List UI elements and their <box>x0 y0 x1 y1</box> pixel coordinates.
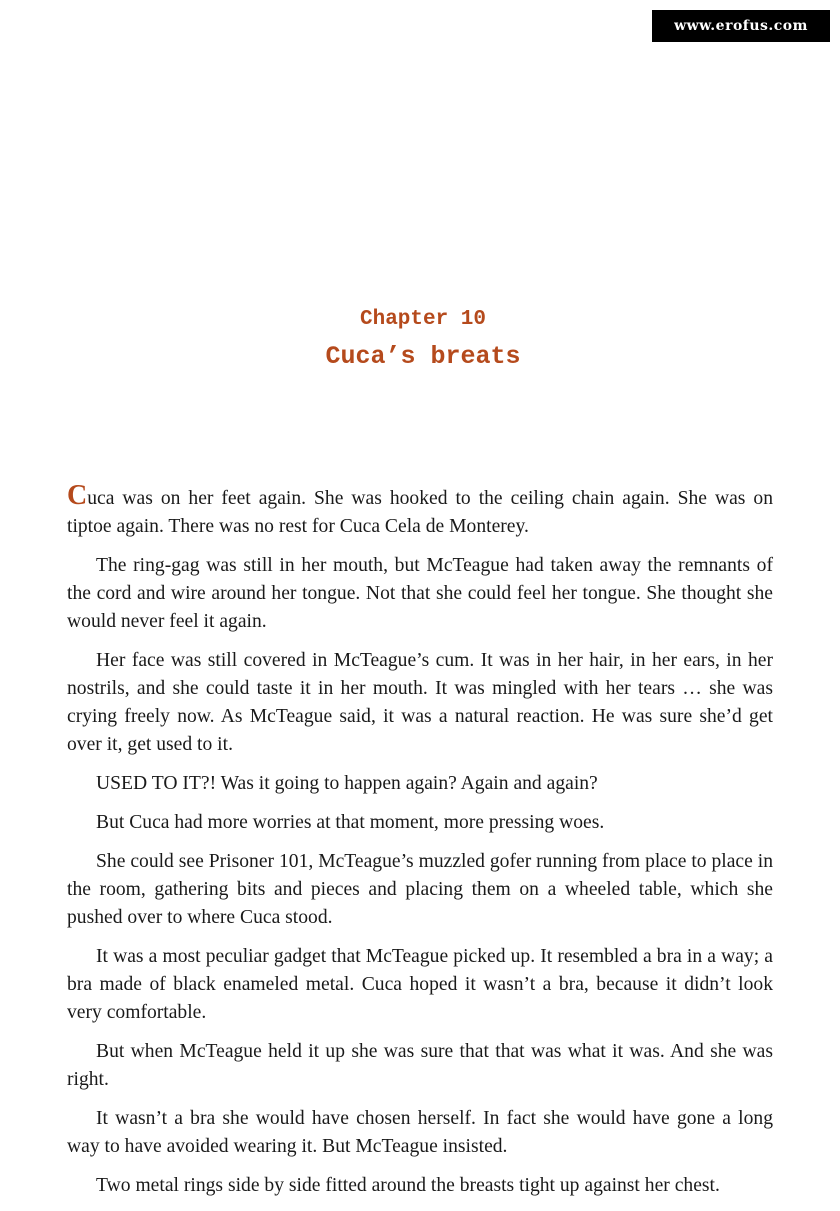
chapter-body <box>67 482 773 1211</box>
site-watermark <box>652 10 830 42</box>
watermark-text: www.erofus.com <box>674 18 808 34</box>
paragraph-9: It wasn’t a bra she would have chosen herself. In fact she would have gone a long way to have avoided wearing it. But McTeague insisted. <box>67 1108 773 1157</box>
paragraph-text: uca was on her feet again. She was hooked to the ceiling chain again. She was on tiptoe again. There was no rest for Cuca Cela de Monterey. <box>67 488 773 537</box>
paragraph-5: But Cuca had more worries at that moment, more pressing woes. <box>96 812 605 833</box>
paragraph-8: But when McTeague held it up she was sure that that was what it was. And she was right. <box>67 1041 773 1090</box>
paragraph-2: The ring-gag was still in her mouth, but McTeague had taken away the remnants of the cord and wire around her tongue. Not that she could feel her tongue. She thought she would never feel it again. <box>67 555 773 632</box>
paragraph-4: USED TO IT?! Was it going to happen again? Again and again? <box>96 773 598 794</box>
paragraph-3: Her face was still covered in McTeague’s cum. It was in her hair, in her ears, in her nostrils, and she could taste it in her mouth. It was mingled with her tears … she was crying freely now. As McTeague said, it was a natural reaction. He was sure she’d get over it, get used to it. <box>67 650 773 755</box>
chapter-number: Chapter 10 <box>359 308 487 331</box>
paragraph-10: Two metal rings side by side fitted around the breasts tight up against her chest. <box>96 1175 720 1196</box>
paragraph-6: She could see Prisoner 101, McTeague’s muzzled gofer running from place to place in the room, gathering bits and pieces and placing them on a wheeled table, which she pushed over to where Cuca stood. <box>67 851 773 928</box>
paragraph-1 <box>67 482 773 541</box>
paragraph-7: It was a most peculiar gadget that McTeague picked up. It resembled a bra in a way; a bra made of black enameled metal. Cuca hoped it wasn’t a bra, because it didn’t look very comfortable. <box>67 946 773 1023</box>
drop-cap: C <box>67 480 88 511</box>
chapter-title: Cuca’s breats <box>325 342 521 371</box>
